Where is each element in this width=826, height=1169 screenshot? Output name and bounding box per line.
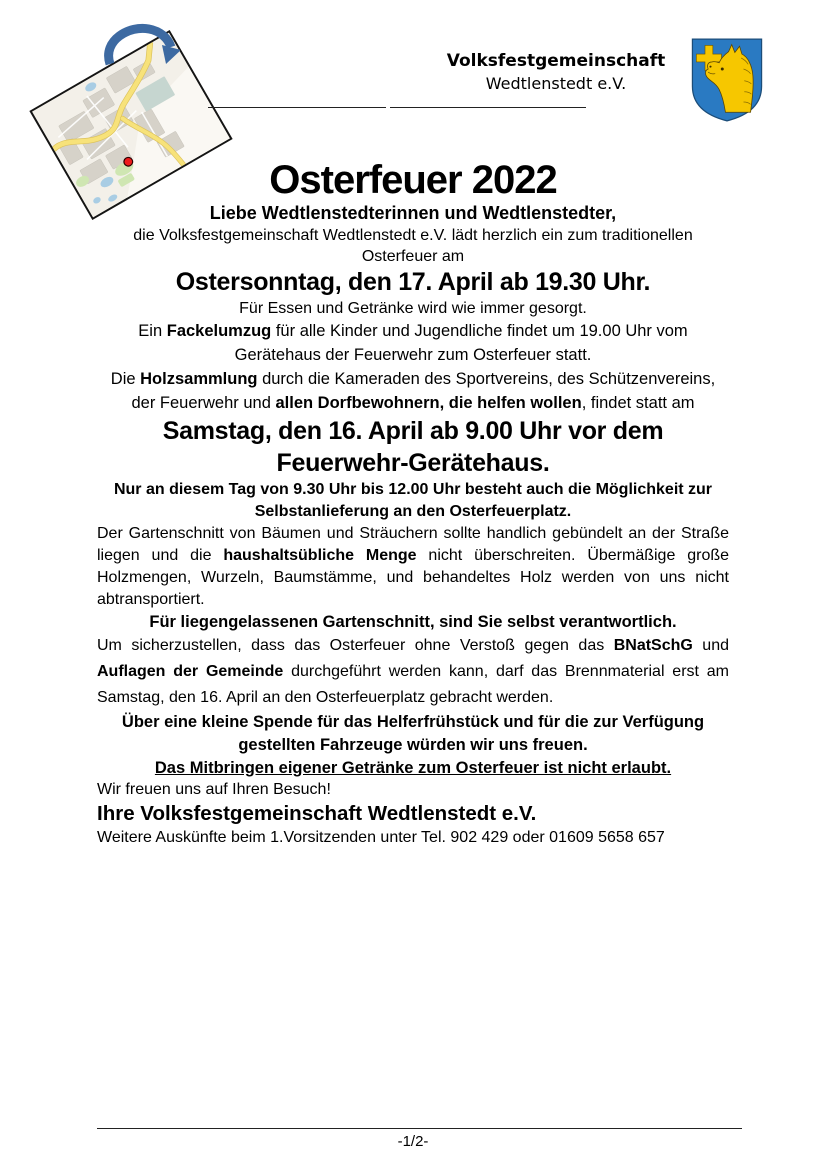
page-number: -1/2-: [397, 1133, 429, 1150]
regulation-paragraph: Um sicherzustellen, dass das Osterfeuer ohne Verstoß gegen das BNatSchG und Auflagen der Gemeinde durchgeführt werden kann, darf das Brennmaterial erst am Samstag, den 16. April an den Osterfeuerplatz gebracht werden.: [97, 637, 730, 706]
event-date-headline: Ostersonntag, den 17. April ab 19.30 Uhr.: [175, 268, 651, 296]
page-title: Osterfeuer 2022: [269, 158, 557, 202]
footer-divider: [97, 1128, 742, 1129]
wood-collection-paragraph: Die Holzsammlung durch die Kameraden des Sportvereins, des Schützenvereins, der Feuerwehr und allen Dorfbewohnern, die helfen wollen, findet statt am: [110, 370, 716, 412]
drinks-rule: Das Mitbringen eigener Getränke zum Osterfeuer ist nicht erlaubt.: [154, 759, 672, 777]
curved-arrow-icon: [102, 22, 180, 68]
torch-parade-paragraph: Ein Fackelumzug für alle Kinder und Jugendliche findet um 19.00 Uhr vom Gerätehaus der Feuerwehr zum Osterfeuer statt.: [138, 322, 688, 364]
letter-body: [97, 0, 729, 848]
collection-date-headline: Samstag, den 16. April ab 9.00 Uhr vor dem Feuerwehr-Gerätehaus.: [162, 417, 664, 477]
signature-line: Ihre Volksfestgemeinschaft Wedtlenstedt e.V.: [97, 802, 537, 825]
liability-note: Für liegengelassenen Gartenschnitt, sind Sie selbst verantwortlich.: [149, 613, 677, 631]
salutation: Liebe Wedtlenstedterinnen und Wedtlenstedter,: [209, 203, 617, 223]
contact-line: Weitere Auskünfte beim 1.Vorsitzenden unter Tel. 902 429 oder 01609 5658 657: [97, 829, 665, 846]
intro-paragraph: die Volksfestgemeinschaft Wedtlenstedt e.V. lädt herzlich ein zum traditionellen Osterfeuer am: [133, 227, 693, 265]
self-delivery-note: Nur an diesem Tag von 9.30 Uhr bis 12.00 Uhr besteht auch die Möglichkeit zur Selbstanlieferung an den Osterfeuerplatz.: [113, 481, 713, 520]
catering-note: Für Essen und Getränke wird wie immer gesorgt.: [239, 300, 587, 317]
org-name: Volksfestgemeinschaft: [446, 51, 666, 71]
garden-cut-paragraph: Der Gartenschnitt von Bäumen und Sträuchern sollte handlich gebündelt an der Straße liegen und die haushaltsübliche Menge nicht überschreiten. Übermäßige große Holzmengen, Wurzeln, Baumstämme, und behandeltes Holz werden von uns nicht abtransportiert.: [97, 525, 730, 608]
donation-note: Über eine kleine Spende für das Helferfrühstück und für die zur Verfügung gestellten Fahrzeuge würden wir uns freuen.: [121, 713, 705, 754]
closing-line: Wir freuen uns auf Ihren Besuch!: [97, 781, 331, 798]
org-subname: Wedtlenstedt e.V.: [485, 74, 627, 94]
